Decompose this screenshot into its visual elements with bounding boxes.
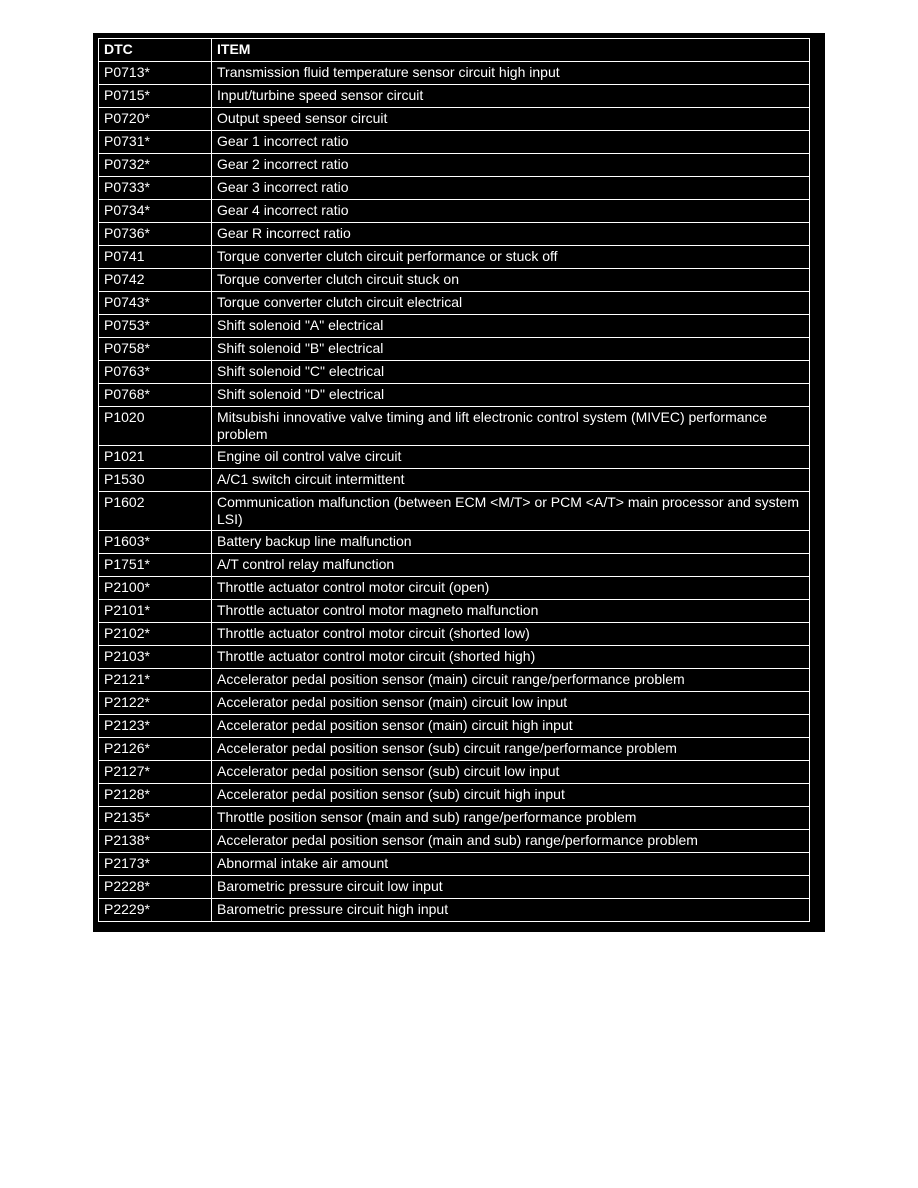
dtc-code-cell: P2101* bbox=[99, 600, 212, 623]
dtc-code-cell: P0743* bbox=[99, 292, 212, 315]
table-row bbox=[99, 315, 810, 338]
dtc-item-cell: Accelerator pedal position sensor (sub) circuit low input bbox=[212, 761, 810, 784]
dtc-item-cell: Barometric pressure circuit low input bbox=[212, 876, 810, 899]
dtc-item-cell: Accelerator pedal position sensor (main and sub) range/performance problem bbox=[212, 830, 810, 853]
table-row bbox=[99, 108, 810, 131]
table-row bbox=[99, 131, 810, 154]
dtc-item-cell: Accelerator pedal position sensor (main) circuit range/performance problem bbox=[212, 669, 810, 692]
dtc-code-cell: P2126* bbox=[99, 738, 212, 761]
dtc-table bbox=[98, 38, 810, 922]
table-row bbox=[99, 738, 810, 761]
dtc-code-cell: P2122* bbox=[99, 692, 212, 715]
table-row bbox=[99, 646, 810, 669]
header-dtc: DTC bbox=[99, 39, 212, 62]
dtc-code-cell: P2229* bbox=[99, 899, 212, 922]
dtc-item-cell: Throttle actuator control motor circuit (shorted low) bbox=[212, 623, 810, 646]
table-row bbox=[99, 384, 810, 407]
dtc-item-cell: Shift solenoid "B" electrical bbox=[212, 338, 810, 361]
table-row bbox=[99, 600, 810, 623]
table-row bbox=[99, 876, 810, 899]
table-row bbox=[99, 577, 810, 600]
dtc-item-cell: Gear 1 incorrect ratio bbox=[212, 131, 810, 154]
dtc-item-cell: Shift solenoid "D" electrical bbox=[212, 384, 810, 407]
table-row bbox=[99, 784, 810, 807]
dtc-item-cell: Communication malfunction (between ECM <M/T> or PCM <A/T> main processor and system LSI) bbox=[212, 492, 810, 531]
table-row bbox=[99, 554, 810, 577]
table-row bbox=[99, 200, 810, 223]
dtc-item-cell: Accelerator pedal position sensor (main) circuit low input bbox=[212, 692, 810, 715]
dtc-item-cell: Shift solenoid "A" electrical bbox=[212, 315, 810, 338]
table-row bbox=[99, 531, 810, 554]
table-row bbox=[99, 623, 810, 646]
dtc-code-cell: P2102* bbox=[99, 623, 212, 646]
table-row bbox=[99, 446, 810, 469]
dtc-code-cell: P2228* bbox=[99, 876, 212, 899]
dtc-item-cell: Shift solenoid "C" electrical bbox=[212, 361, 810, 384]
dtc-code-cell: P0720* bbox=[99, 108, 212, 131]
dtc-code-cell: P2127* bbox=[99, 761, 212, 784]
dtc-code-cell: P1602 bbox=[99, 492, 212, 531]
table-body bbox=[99, 62, 810, 922]
dtc-code-cell: P2121* bbox=[99, 669, 212, 692]
dtc-code-cell: P2103* bbox=[99, 646, 212, 669]
dtc-code-cell: P0731* bbox=[99, 131, 212, 154]
dtc-code-cell: P2173* bbox=[99, 853, 212, 876]
dtc-code-cell: P0733* bbox=[99, 177, 212, 200]
table-row bbox=[99, 830, 810, 853]
table-row bbox=[99, 269, 810, 292]
dtc-item-cell: Battery backup line malfunction bbox=[212, 531, 810, 554]
dtc-item-cell: Output speed sensor circuit bbox=[212, 108, 810, 131]
dtc-code-cell: P1021 bbox=[99, 446, 212, 469]
dtc-code-cell: P0715* bbox=[99, 85, 212, 108]
dtc-item-cell: Torque converter clutch circuit stuck on bbox=[212, 269, 810, 292]
dtc-item-cell: Torque converter clutch circuit performance or stuck off bbox=[212, 246, 810, 269]
dtc-code-cell: P1603* bbox=[99, 531, 212, 554]
dtc-item-cell: Accelerator pedal position sensor (sub) circuit range/performance problem bbox=[212, 738, 810, 761]
table-row bbox=[99, 692, 810, 715]
table-row bbox=[99, 899, 810, 922]
table-row bbox=[99, 853, 810, 876]
dtc-item-cell: Throttle actuator control motor magneto malfunction bbox=[212, 600, 810, 623]
dtc-code-cell: P0734* bbox=[99, 200, 212, 223]
table-row bbox=[99, 361, 810, 384]
dtc-item-cell: Throttle actuator control motor circuit (open) bbox=[212, 577, 810, 600]
table-row bbox=[99, 62, 810, 85]
dtc-item-cell: Accelerator pedal position sensor (main) circuit high input bbox=[212, 715, 810, 738]
table-row bbox=[99, 807, 810, 830]
dtc-code-cell: P2135* bbox=[99, 807, 212, 830]
dtc-code-cell: P0732* bbox=[99, 154, 212, 177]
table-row bbox=[99, 292, 810, 315]
table-header-row bbox=[99, 39, 810, 62]
table-row bbox=[99, 469, 810, 492]
header-item: ITEM bbox=[212, 39, 810, 62]
table-row bbox=[99, 492, 810, 531]
table-row bbox=[99, 407, 810, 446]
dtc-code-cell: P0768* bbox=[99, 384, 212, 407]
table-row bbox=[99, 246, 810, 269]
dtc-item-cell: Gear 3 incorrect ratio bbox=[212, 177, 810, 200]
dtc-item-cell: Gear 2 incorrect ratio bbox=[212, 154, 810, 177]
table-row bbox=[99, 761, 810, 784]
dtc-code-cell: P2123* bbox=[99, 715, 212, 738]
dtc-item-cell: Throttle actuator control motor circuit (shorted high) bbox=[212, 646, 810, 669]
dtc-item-cell: Barometric pressure circuit high input bbox=[212, 899, 810, 922]
dtc-item-cell: Input/turbine speed sensor circuit bbox=[212, 85, 810, 108]
table-row bbox=[99, 669, 810, 692]
dtc-code-cell: P1751* bbox=[99, 554, 212, 577]
table-row bbox=[99, 338, 810, 361]
dtc-code-cell: P0713* bbox=[99, 62, 212, 85]
dtc-code-cell: P0763* bbox=[99, 361, 212, 384]
dtc-item-cell: A/T control relay malfunction bbox=[212, 554, 810, 577]
dtc-code-cell: P1020 bbox=[99, 407, 212, 446]
dtc-code-cell: P2100* bbox=[99, 577, 212, 600]
table-row bbox=[99, 85, 810, 108]
table-row bbox=[99, 154, 810, 177]
dtc-code-cell: P0736* bbox=[99, 223, 212, 246]
dtc-item-cell: Gear R incorrect ratio bbox=[212, 223, 810, 246]
dtc-code-cell: P2128* bbox=[99, 784, 212, 807]
dtc-table-panel bbox=[93, 33, 825, 932]
dtc-item-cell: Engine oil control valve circuit bbox=[212, 446, 810, 469]
dtc-code-cell: P0741 bbox=[99, 246, 212, 269]
dtc-code-cell: P1530 bbox=[99, 469, 212, 492]
dtc-item-cell: Gear 4 incorrect ratio bbox=[212, 200, 810, 223]
dtc-item-cell: Transmission fluid temperature sensor circuit high input bbox=[212, 62, 810, 85]
dtc-item-cell: A/C1 switch circuit intermittent bbox=[212, 469, 810, 492]
table-row bbox=[99, 715, 810, 738]
dtc-item-cell: Abnormal intake air amount bbox=[212, 853, 810, 876]
table-row bbox=[99, 223, 810, 246]
dtc-code-cell: P0742 bbox=[99, 269, 212, 292]
dtc-item-cell: Throttle position sensor (main and sub) range/performance problem bbox=[212, 807, 810, 830]
dtc-code-cell: P2138* bbox=[99, 830, 212, 853]
dtc-code-cell: P0753* bbox=[99, 315, 212, 338]
table-row bbox=[99, 177, 810, 200]
dtc-code-cell: P0758* bbox=[99, 338, 212, 361]
dtc-item-cell: Torque converter clutch circuit electrical bbox=[212, 292, 810, 315]
dtc-item-cell: Accelerator pedal position sensor (sub) circuit high input bbox=[212, 784, 810, 807]
dtc-item-cell: Mitsubishi innovative valve timing and lift electronic control system (MIVEC) performance problem bbox=[212, 407, 810, 446]
